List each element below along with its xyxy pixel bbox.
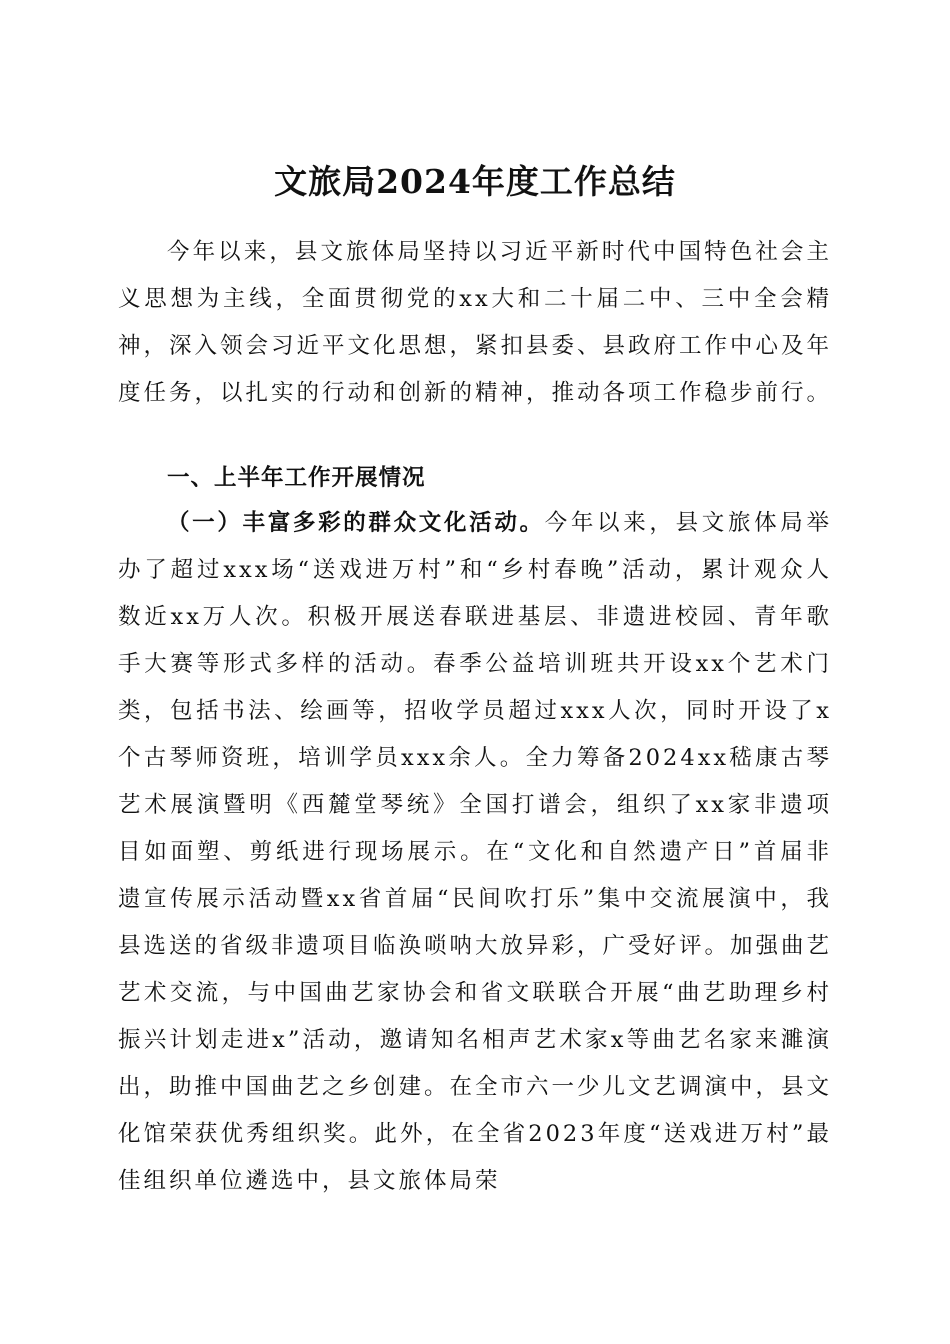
document-title: 文旅局2024年度工作总结 (274, 162, 676, 202)
intro-paragraph: 今年以来，县文旅体局坚持以习近平新时代中国特色社会主义思想为主线，全面贯彻党的xx大和二十届二中、三中全会精神，深入领会习近平文化思想，紧扣县委、县政府工作中心及年度任务，以扎实的行动和创新的精神，推动各项工作稳步前行。 (118, 239, 833, 406)
subsection-body: 今年以来，县文旅体局举办了超过xxx场“送戏进万村”和“乡村春晚”活动，累计观众人数近xx万人次。积极开展送春联进基层、非遗进校园、青年歌手大赛等形式多样的活动。春季公益培训班共开设xx个艺术门类，包括书法、绘画等，招收学员超过xxx人次，同时开设了x个古琴师资班，培训学员xxx余人。全力筹备2024xx嵇康古琴艺术展演暨明《西麓堂琴统》全国打谱会，组织了xx家非遗项目如面塑、剪纸进行现场展示。在“文化和自然遗产日”首届非遗宣传展示活动暨xx省首届“民间吹打乐”集中交流展演中，我县选送的省级非遗项目临涣唢呐大放异彩，广受好评。加强曲艺艺术交流，与中国曲艺家协会和省文联联合开展“曲艺助理乡村振兴计划走进x”活动，邀请知名相声艺术家x等曲艺名家来濉演出，助推中国曲艺之乡创建。在全市六一少儿文艺调演中，县文化馆荣获优秀组织奖。此外，在全省2023年度“送戏进万村”最佳组织单位遴选中，县文旅体局荣 (118, 510, 833, 1194)
section-heading: 一、上半年工作开展情况 (167, 465, 426, 491)
subsection-lead: （一）丰富多彩的群众文化活动。 (167, 510, 545, 536)
subsection-paragraph (118, 500, 832, 1205)
